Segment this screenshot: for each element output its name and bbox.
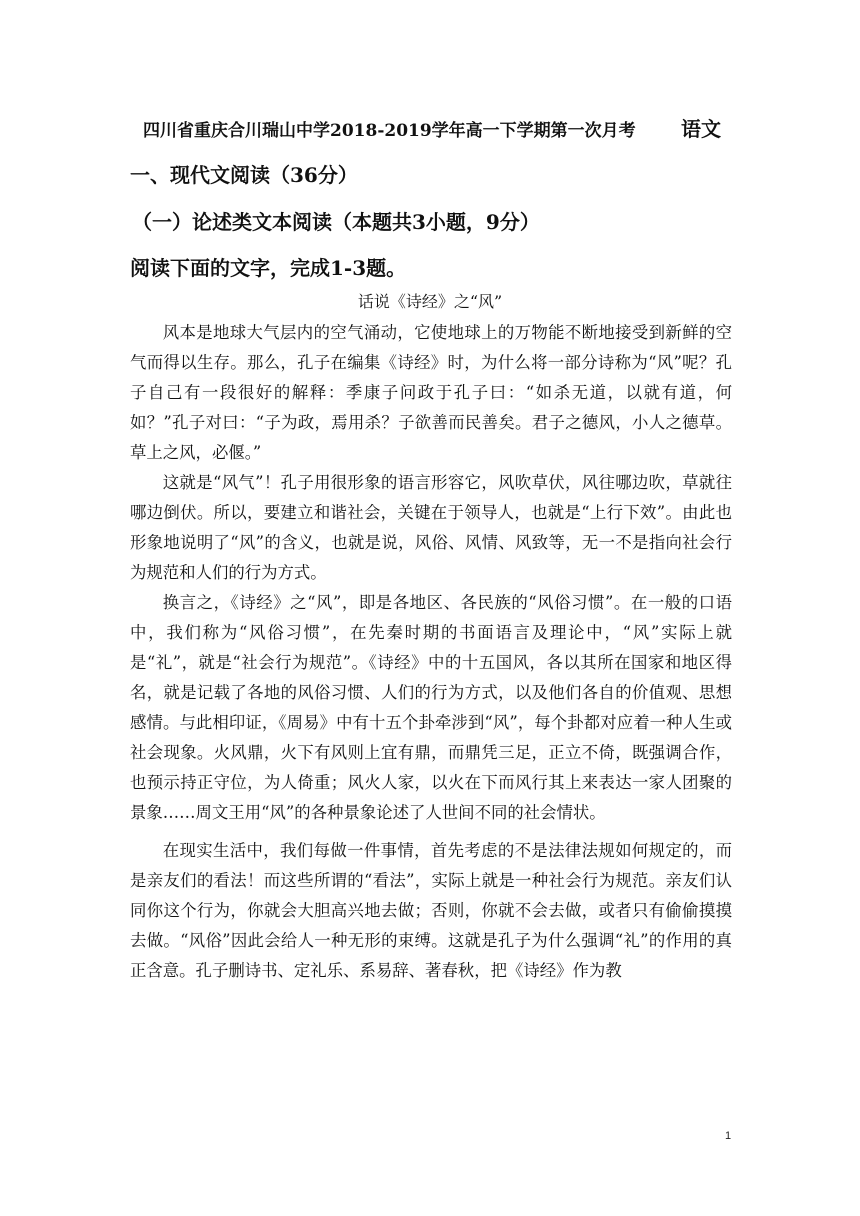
page-number: 1	[725, 1130, 732, 1142]
reading-instruction: 阅读下面的文字，完成1-3题。	[130, 256, 407, 280]
paragraph: 风本是地球大气层内的空气涌动，它使地球上的万物能不断地接受到新鲜的空气而得以生存。那么，孔子在编集《诗经》时，为什么将一部分诗称为“风”呢？孔子自己有一段很好的解释：季康子问政于孔子曰：“如杀无道，以就有道，何如？”孔子对曰：“子为政，焉用杀？子欲善而民善矣。君子之德风，小人之德草。草上之风，必偃。”	[130, 323, 732, 462]
section-heading: 一、现代文阅读（36分）	[130, 163, 358, 187]
article-title: 话说《诗经》之“风”	[357, 292, 503, 311]
exam-title	[143, 116, 743, 141]
exam-title-text: 四川省重庆合川瑞山中学2018-2019学年高一下学期第一次月考	[143, 121, 636, 141]
paragraph: 换言之，《诗经》之“风”，即是各地区、各民族的“风俗习惯”。在一般的口语中，我们称为“风俗习惯”，在先秦时期的书面语言及理论中，“风”实际上就是“礼”，就是“社会行为规范”。《诗经》中的十五国风，各以其所在国家和地区得名，就是记载了各地的风俗习惯、人们的行为方式，以及他们各自的价值观、思想感情。与此相印证，《周易》中有十五个卦牵涉到“风”，每个卦都对应着一种人生或社会现象。火风鼎，火下有风则上宜有鼎，而鼎凭三足，正立不倚，既强调合作，也预示持正守位，为人倚重；风火人家，以火在下而风行其上来表达一家人团聚的景象……周文王用“风”的各种景象论述了人世间不同的社会情状。	[130, 593, 732, 822]
article-body	[130, 318, 732, 986]
paragraph: 在现实生活中，我们每做一件事情，首先考虑的不是法律法规如何规定的，而是亲友们的看法！而这些所谓的“看法”，实际上就是一种社会行为规范。亲友们认同你这个行为，你就会大胆高兴地去做；否则，你就不会去做，或者只有偷偷摸摸去做。“风俗”因此会给人一种无形的束缚。这就是孔子为什么强调“礼”的作用的真正含意。孔子删诗书、定礼乐、系易辞、著春秋，把《诗经》作为教	[130, 841, 732, 980]
subject-label: 语文	[681, 117, 721, 141]
section-subheading: （一）论述类文本阅读（本题共3小题，9分）	[132, 210, 540, 234]
paragraph: 这就是“风气”！孔子用很形象的语言形容它，风吹草伏，风往哪边吹，草就往哪边倒伏。所以，要建立和谐社会，关键在于领导人，也就是“上行下效”。由此也形象地说明了“风”的含义，也就是说，风俗、风情、风致等，无一不是指向社会行为规范和人们的行为方式。	[130, 473, 732, 582]
